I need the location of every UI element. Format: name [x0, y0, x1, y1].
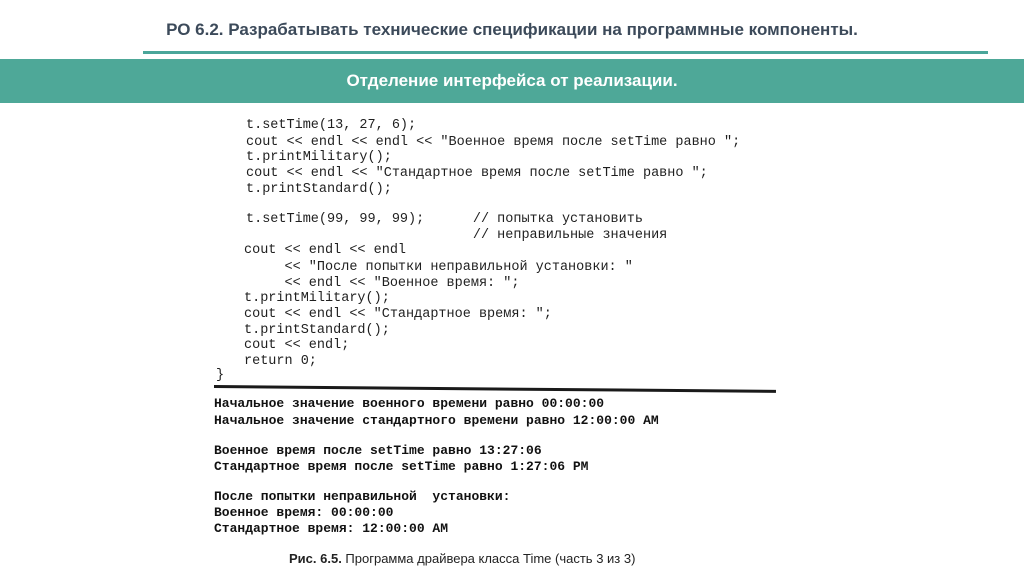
output-line: Стандартное время: 12:00:00 AM [214, 521, 449, 536]
code-line: << "После попытки неправильной установки: " [244, 260, 633, 275]
code-line: cout << endl; [244, 338, 350, 353]
section-banner [0, 59, 1024, 103]
code-line: t.setTime(99, 99, 99); // попытка установить [246, 212, 643, 227]
output-line: Начальное значение стандартного времени равно 12:00:00 AM [214, 413, 659, 428]
output-separator [214, 385, 776, 393]
code-line: return 0; [244, 354, 317, 369]
caption-label: Рис. 6.5. [289, 551, 342, 566]
page-title: РО 6.2. Разрабатывать технические спецификации на программные компоненты. [166, 20, 858, 39]
section-title: Отделение интерфейса от реализации. [346, 71, 678, 90]
code-line: t.printMilitary(); [246, 150, 392, 165]
code-line: t.printStandard(); [246, 182, 392, 197]
code-line: // неправильные значения [246, 228, 668, 243]
caption-text: Программа драйвера класса Time (часть 3 из 3) [341, 551, 636, 566]
output-line: Стандартное время после setTime равно 1:27:06 PM [214, 459, 589, 474]
figure-caption [289, 551, 635, 566]
code-line: } [216, 368, 225, 383]
output-line: Начальное значение военного времени равно 00:00:00 [214, 396, 605, 411]
code-line: cout << endl << "Стандартное время: "; [244, 307, 552, 322]
scanned-code-figure [210, 112, 810, 574]
code-line: t.printStandard(); [244, 323, 390, 338]
output-line: Военное время после setTime равно 13:27:06 [214, 443, 542, 458]
code-line: cout << endl << "Стандартное время после setTime равно "; [246, 166, 708, 181]
output-line: Военное время: 00:00:00 [214, 505, 394, 520]
code-line: cout << endl << endl << "Военное время после setTime равно "; [246, 135, 741, 150]
code-line: t.setTime(13, 27, 6); [246, 118, 417, 133]
title-underline [143, 51, 988, 54]
code-line: cout << endl << endl [244, 243, 407, 258]
code-line: << endl << "Военное время: "; [244, 276, 520, 291]
code-line: t.printMilitary(); [244, 291, 390, 306]
output-line: После попытки неправильной установки: [214, 489, 511, 504]
